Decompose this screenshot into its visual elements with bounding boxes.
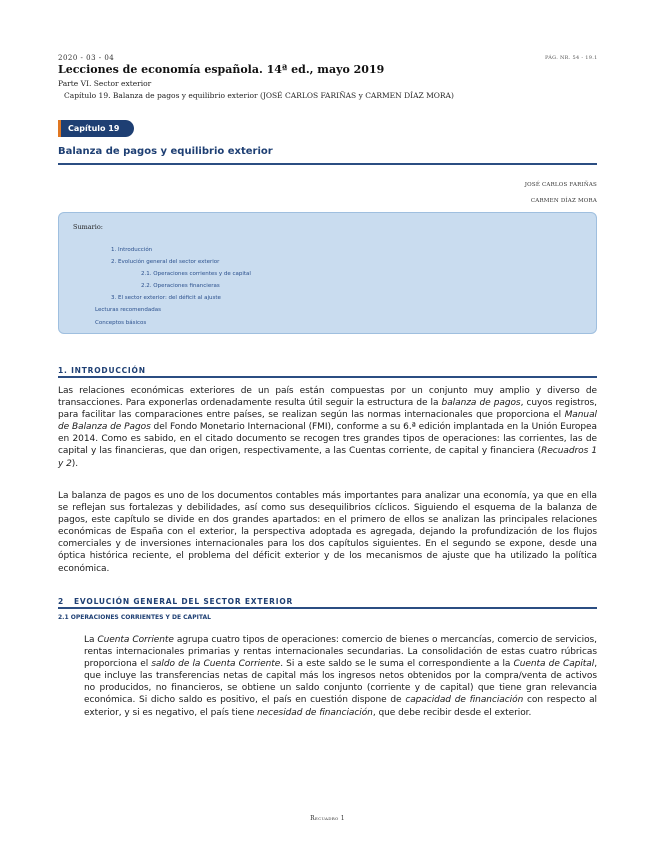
section-2-paragraph-1: La Cuenta Corriente agrupa cuatro tipos de operaciones: comercio de bienes o mercancías, comercio de servicios, rentas internacionales primarias y rentas internacionales secundarias. La consolidación de estas cuatro rúbricas proporciona el saldo de la Cuenta Corriente. Si a este saldo se le suma el correspondiente a la Cuenta de Capital, que incluye las transferencias netas de capital más los ingresos netos obtenidos por la compra/venta de activos no producidos, no financieros, se obtiene un saldo conjunto (corriente y de capital) que tiene gran relevancia económica. Si dicho saldo es positivo, el país en cuestión dispone de capacidad de financiación con respecto al exterior, y si es negativo, el país tiene necesidad de financiación, que debe recibir desde el exterior. xyxy=(84,635,597,718)
toc-item-sector-exterior[interactable]: 3. El sector exterior: del déficit al ajuste xyxy=(111,295,221,301)
summary-box xyxy=(58,212,597,334)
section-2-heading: EVOLUCIÓN GENERAL DEL SECTOR EXTERIOR xyxy=(74,597,294,606)
section-1-paragraph-2: La balanza de pagos es uno de los documentos contables más importantes para analizar una economía, ya que en ella se reflejan sus fortalezas y debilidades, así como sus desequilibrios cíclicos. Siguiendo el esquema de la balanza de pagos, este capítulo se divide en dos grandes apartados: en el primero de ellos se analizan las principales relaciones económicas de España con el exterior, la perspectiva adoptada es agregada, dejando la profundización de los flujos comerciales y de inversiones internacionales para los dos capítulos siguientes. En el segundo se expone, desde una óptica histórica reciente, el problema del déficit exterior y de los mecanismos de ajuste que ha utilizado la política económica. xyxy=(58,491,597,574)
footer-caption: Recuadro 1 xyxy=(310,815,345,822)
chapter-badge: Capítulo 19 xyxy=(58,120,134,137)
section-1-paragraph-1: Las relaciones económicas exteriores de un país están compuestas por un conjunto muy amplio y diverso de transacciones. Para exponerlas ordenadamente resulta útil seguir la estructura de la balanza de pagos, cuyos registros, para facilitar las comparaciones entre países, se realizan según las normas internacionales que proporciona el Manual de Balanza de Pagos del Fondo Monetario Internacional (FMI), conforme a su 6.ª edición implantada en la Unión Europea en 2014. Como es sabido, en el citado documento se recogen tres grandes tipos de operaciones: las corrientes, las de capital y las financieras, que dan origen, respectivamente, a las Cuentas corriente, de capital y financiera (Recuadros 1 y 2). xyxy=(58,386,597,469)
summary-title: Sumario: xyxy=(73,223,103,231)
section-1-divider xyxy=(58,376,597,378)
toc-item-evolucion[interactable]: 2. Evolución general del sector exterior xyxy=(111,259,220,265)
chapter-line: Capítulo 19. Balanza de pagos y equilibrio exterior (JOSÉ CARLOS FARIÑAS y CARMEN DÍAZ MORA) xyxy=(64,91,454,100)
section-2-1-heading: 2.1 OPERACIONES CORRIENTES Y DE CAPITAL xyxy=(58,614,211,621)
part-title: Parte VI. Sector exterior xyxy=(58,79,152,88)
page-reference: PÁG. NR. 54 - 19.1 xyxy=(545,55,598,61)
toc-item-operaciones-financieras[interactable]: 2.2. Operaciones financieras xyxy=(141,283,220,289)
section-2-divider xyxy=(58,607,597,609)
title-divider xyxy=(58,163,597,165)
author-2: CARMEN DÍAZ MORA xyxy=(530,198,597,204)
toc-item-lecturas[interactable]: Lecturas recomendadas xyxy=(95,307,161,313)
chapter-title: Balanza de pagos y equilibrio exterior xyxy=(58,146,273,157)
date: 2020 - 03 - 04 xyxy=(58,54,115,62)
section-1-heading: 1. INTRODUCCIÓN xyxy=(58,366,146,375)
toc-item-operaciones-corrientes[interactable]: 2.1. Operaciones corrientes y de capital xyxy=(141,271,251,277)
toc-item-introduccion[interactable]: 1. Introducción xyxy=(111,247,153,253)
toc-item-conceptos[interactable]: Conceptos básicos xyxy=(95,320,147,326)
book-title: Lecciones de economía española. 14ª ed., mayo 2019 xyxy=(58,63,385,76)
author-1: JOSÉ CARLOS FARIÑAS xyxy=(524,182,597,188)
section-2-number: 2 xyxy=(58,597,68,606)
